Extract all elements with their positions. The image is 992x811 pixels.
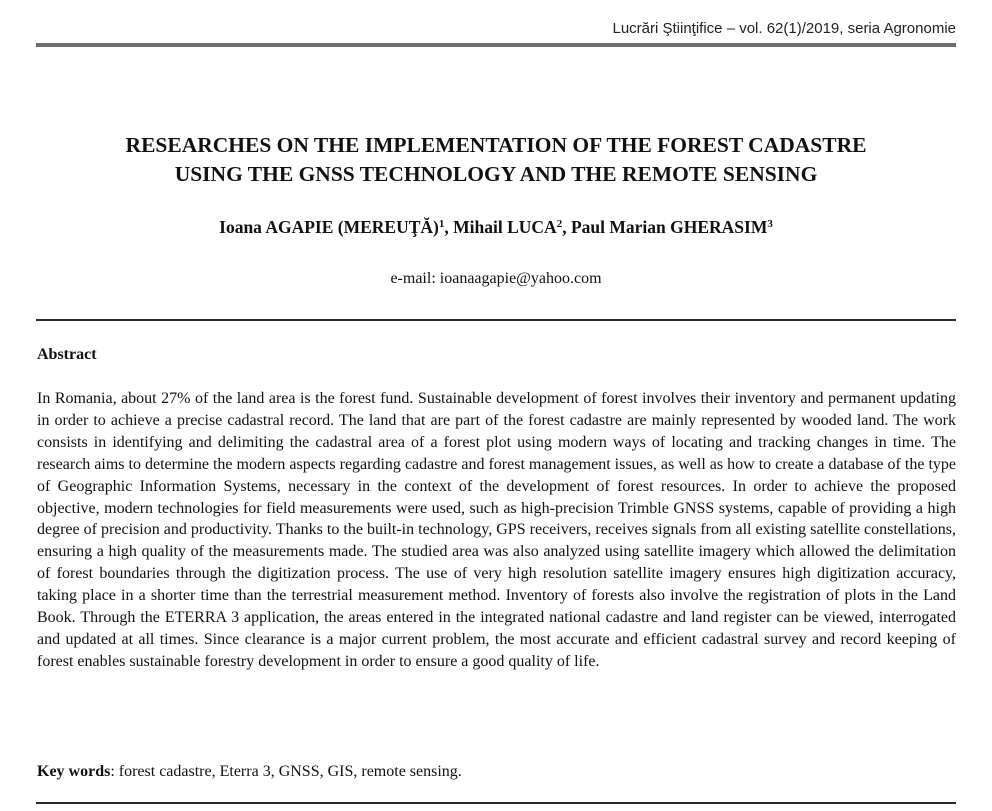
author-affiliation-sup: 2: [556, 218, 563, 230]
header-rule: [36, 43, 956, 47]
contact-email: e-mail: ioanaagapie@yahoo.com: [390, 270, 602, 287]
abstract-bottom-rule: [36, 802, 956, 804]
keywords-label: Key words: [37, 763, 111, 780]
keywords-text: : forest cadastre, Eterra 3, GNSS, GIS, remote sensing.: [110, 763, 462, 780]
abstract-body: In Romania, about 27% of the land area is the forest fund. Sustainable development of forest involves their inventory and permanent updating in order to achieve a precise cadastral record. The land that are part of the forest cadastre are mainly represented by wooded land. The work consists in identifying and delimiting the cadastral area of a forest plot using modern ways of locating and tracking changes in time. The research aims to determine the modern aspects regarding cadastre and forest management issues, as well as how to create a database of the type of Geographic Information Systems, necessary in the context of the development of forest resources. In order to achieve the proposed objective, modern technologies for field measurements were used, such as high-precision Trimble GNSS systems, capable of providing a high degree of precision and productivity. Thanks to the built-in technology, GPS receivers, receives signals from all existing satellite constellations, ensuring a high quality of the measurements made. The studied area was also analyzed using satellite imagery which allowed the delimitation of forest boundaries through the digitization process. The use of very high resolution satellite imagery ensures high digitization accuracy, taking place in a shorter time than the terrestrial measurement method. Inventory of forests also involve the registration of plots in the Land Book. Through the ETERRA 3 application, the areas entered in the integrated national cadastre and land register can be viewed, interrogated and updated at all times. Since clearance is a major current problem, the most accurate and efficient cadastral survey and record keeping of forest enables sustainable forestry development in order to ensure a good quality of life.: [37, 390, 956, 670]
paper-title-line-2: USING THE GNSS TECHNOLOGY AND THE REMOTE SENSING: [174, 162, 818, 186]
author-name: Ioana AGAPIE (MEREUŢĂ): [219, 217, 439, 237]
author-separator: ,: [562, 217, 571, 237]
keywords-line: [37, 763, 462, 781]
author-name: Mihail LUCA: [453, 217, 557, 237]
author-affiliation-sup: 3: [767, 218, 773, 230]
author-separator: ,: [444, 217, 454, 237]
author-affiliation-sup: 1: [438, 218, 445, 230]
running-header: Lucrări Ştiinţifice – vol. 62(1)/2019, seria Agronomie: [612, 20, 956, 37]
paper-title-line-1: RESEARCHES ON THE IMPLEMENTATION OF THE FOREST CADASTRE: [125, 133, 867, 157]
author-name: Paul Marian GHERASIM: [570, 217, 768, 237]
abstract-heading: Abstract: [37, 346, 97, 363]
paper-title: [36, 131, 956, 189]
author-list: [36, 217, 956, 238]
abstract-top-rule: [36, 319, 956, 321]
